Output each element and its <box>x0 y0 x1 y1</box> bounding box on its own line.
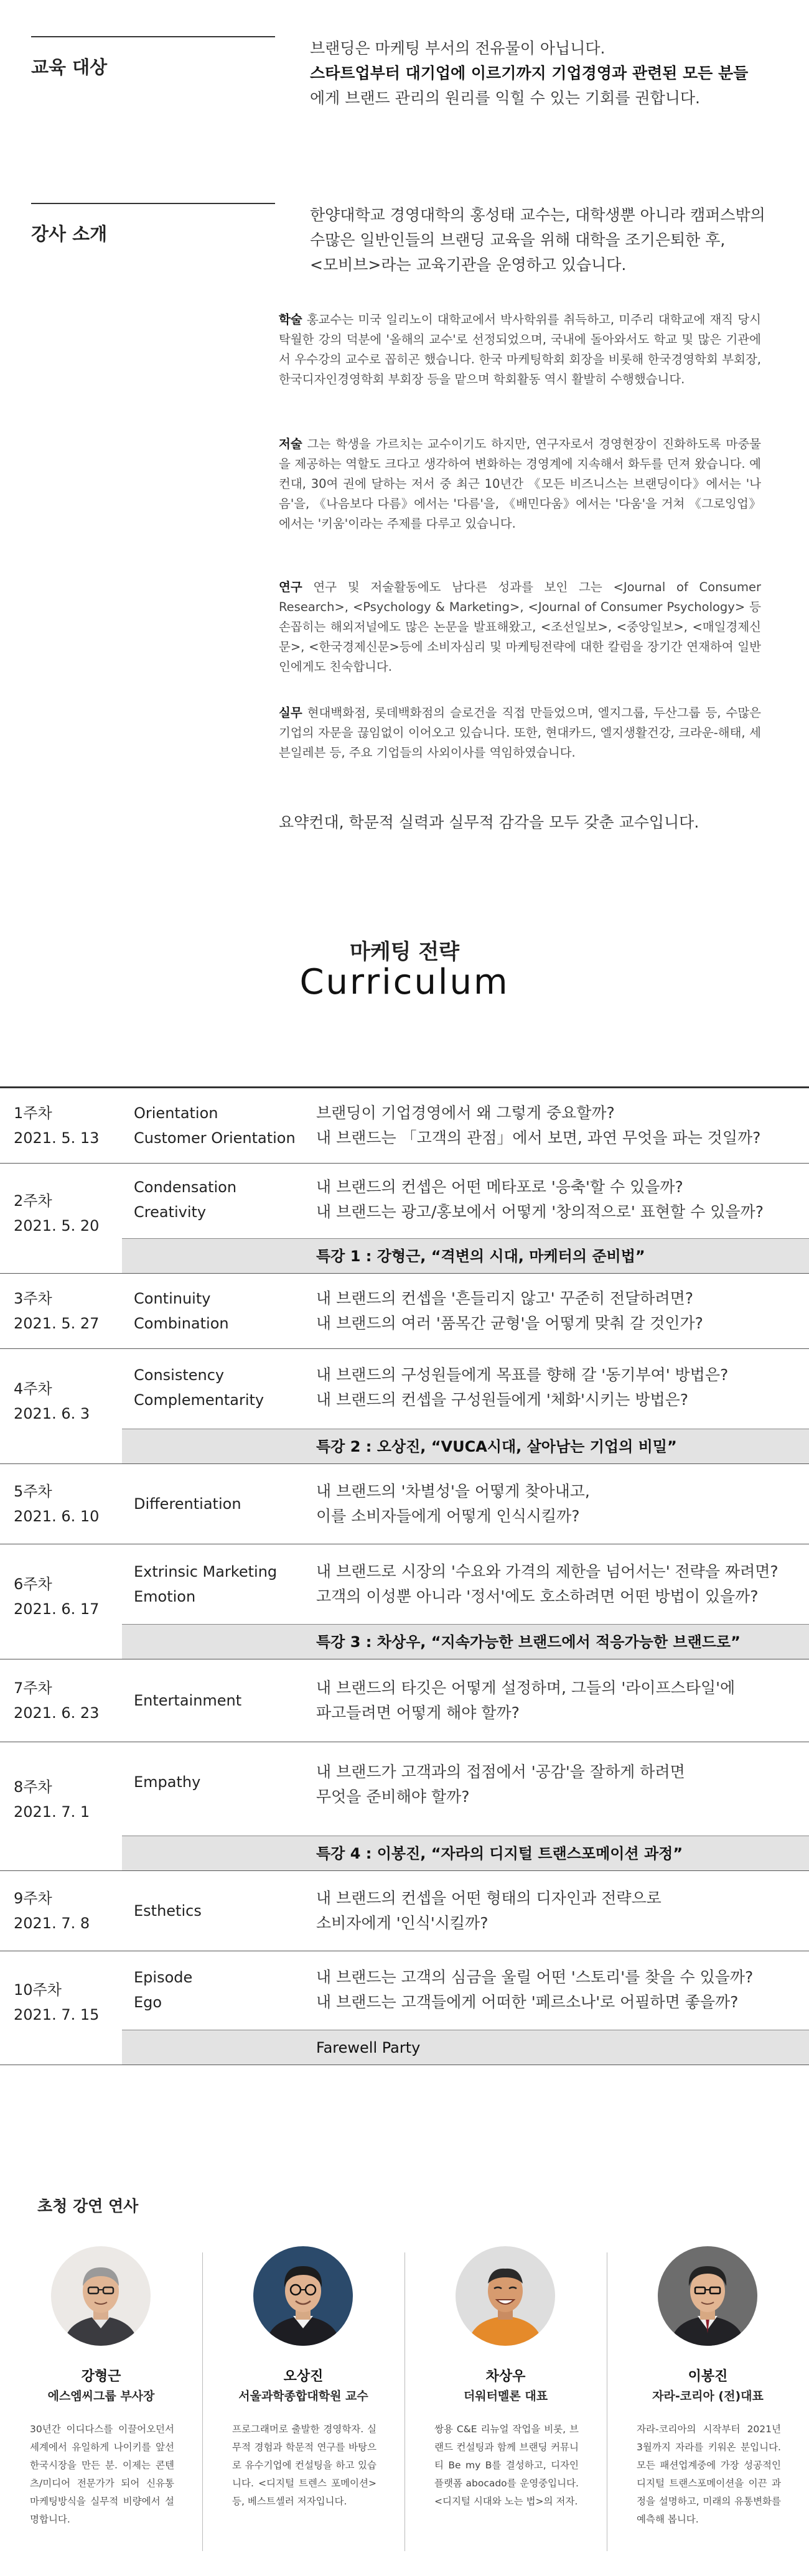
special-lecture-label: 특강 1 : 강형근, “격변의 시대, 마케터의 준비법” <box>316 1248 645 1265</box>
farewell-party <box>122 2030 809 2065</box>
week-topic: Episode <box>134 1969 193 1986</box>
week-topic: Complementarity <box>134 1391 264 1409</box>
week-number: 9주차 <box>14 1890 52 1907</box>
week-desc: 내 브랜드의 컨셉을 어떤 형태의 디자인과 전략으로 <box>316 1889 662 1907</box>
speaker-desc: 프로그래머로 출발한 경영학자. 실무적 경험과 학문적 연구를 바탕으로 유수기업에 컨설팅을 하고 있습니다. <디지털 트렌스 포메이션> 등, 베스트셀러 저자입니다. <box>232 2424 376 2507</box>
audience-line-2: 스타트업부터 대기업에 이르기까지 기업경영과 관련된 모든 분들 <box>310 64 749 82</box>
week-date: 2021. 5. 20 <box>14 1217 100 1234</box>
week-number: 7주차 <box>14 1679 52 1697</box>
week-number: 10주차 <box>14 1981 62 1999</box>
bio-text: 연구 및 저술활동에도 남다른 성과를 보인 그는 <Journal of Consumer Research>, <Psychology & Marketing>, <Journal of Consumer Psychology> 등 손꼽히는 해외저널에도 많은 논문을 발표해왔고, <조선일보>, <중앙일보>, <매일경제신문>, <한국경제신문>등에 소비자심리 및 마케팅전략에 대한 칼럼을 장기간 연재하여 일반인에게도 친숙합니다. <box>279 580 761 674</box>
bio-lead: 학술 <box>279 312 302 327</box>
special-lecture <box>122 1429 809 1463</box>
instructor-intro <box>310 203 783 278</box>
week-number: 4주차 <box>14 1380 52 1398</box>
week-topic: Esthetics <box>134 1902 202 1920</box>
week-desc: 내 브랜드의 여러 '품목간 균형'을 어떻게 맞춰 갈 것인가? <box>316 1314 703 1332</box>
week-row <box>0 1464 809 1544</box>
week-desc: 내 브랜드의 컨셉은 어떤 메타포로 '응축'할 수 있을까? <box>316 1178 683 1196</box>
special-lecture <box>122 1836 809 1870</box>
speaker-card <box>607 2246 809 2557</box>
speaker-name: 강형근 <box>81 2369 121 2384</box>
audience-line-3: 에게 브랜드 관리의 원리를 익힐 수 있는 기회를 권합니다. <box>310 89 700 107</box>
bio-writing <box>279 434 761 534</box>
week-date: 2021. 6. 3 <box>14 1405 90 1422</box>
avatar <box>658 2246 757 2346</box>
week-number: 2주차 <box>14 1192 52 1210</box>
speaker-desc: 자라-코리아의 시작부터 2021년 3월까지 자라를 키워온 분입니다. 모든 패션업계중에 가장 성공적인 디지털 트랜스포메이션을 이끈 과정을 설명하고, 미래의 유통변화를 예측해 봅니다. <box>637 2424 781 2525</box>
week-date: 2021. 7. 8 <box>14 1915 90 1932</box>
week-desc: 내 브랜드의 타깃은 어떻게 설정하며, 그들의 '라이프스타일'에 <box>316 1679 736 1697</box>
avatar <box>253 2246 353 2346</box>
week-date: 2021. 6. 23 <box>14 1704 100 1722</box>
week-topic: Continuity <box>134 1290 211 1307</box>
week-desc: 내 브랜드는 고객들에게 어떠한 '페르소나'로 어필하면 좋을까? <box>316 1993 739 2011</box>
week-desc: 고객의 이성뿐 아니라 '정서'에도 호소하려면 어떤 방법이 있을까? <box>316 1587 759 1605</box>
week-number: 8주차 <box>14 1778 52 1796</box>
week-topic: Differentiation <box>134 1495 241 1513</box>
week-topic: Empathy <box>134 1773 201 1791</box>
special-lecture <box>122 1238 809 1273</box>
week-number: 1주차 <box>14 1104 52 1122</box>
instructor-intro-2: 수많은 일반인들의 브랜딩 교육을 위해 대학을 조기은퇴한 후, <box>310 231 726 249</box>
bio-text: 현대백화점, 롯데백화점의 슬로건을 직접 만들었으며, 엘지그룹, 두산그룹 등, 수많은 기업의 자문을 끊임없이 이어오고 있습니다. 또한, 현대카드, 엘지생활건강, 크라운-해태, 세븐일레븐 등, 주요 기업들의 사외이사를 역임하였습니다. <box>279 706 761 760</box>
bio-text: 홍교수는 미국 일리노이 대학교에서 박사학위를 취득하고, 미주리 대학교에 재직 당시 탁월한 강의 덕분에 '올해의 교수'로 선정되었으며, 국내에 돌아와서도 학교 및 많은 기관에서 우수강의 교수로 꼽히곤 했습니다. 한국 마케팅학회 회장을 비롯해 한국경영학회 부회장, 한국디자인경영학회 부회장 등을 맡으며 학회활동 역시 활발히 수행했습니다. <box>279 312 761 386</box>
week-desc: 내 브랜드로 시장의 '수요와 가격의 제한을 넘어서는' 전략을 짜려면? <box>316 1562 779 1580</box>
week-topic: Entertainment <box>134 1692 242 1709</box>
week-topic: Ego <box>134 1994 162 2011</box>
speaker-role: 더워터멜론 대표 <box>463 2389 548 2403</box>
week-row <box>0 1871 809 1951</box>
week-desc: 파고들려면 어떻게 해야 할까? <box>316 1704 520 1722</box>
week-topic: Consistency <box>134 1366 225 1384</box>
audience-label: 교육 대상 <box>31 57 108 78</box>
week-date: 2021. 7. 1 <box>14 1803 90 1821</box>
bio-lead: 실무 <box>279 706 302 720</box>
speaker-desc: 30년간 이디다스를 이끌어오던서 세계에서 유일하게 나이키를 앞선 한국시장을 만든 분. 이제는 콘텐츠/미디어 전문가가 되어 신유통 마케팅방식을 실무적 비량에서 설명합니다. <box>30 2424 174 2525</box>
farewell-label: Farewell Party <box>316 2039 421 2056</box>
speaker-card <box>0 2246 202 2557</box>
curriculum-subtitle: 마케팅 전략 <box>349 940 460 964</box>
week-number: 5주차 <box>14 1483 52 1500</box>
bio-text: 그는 학생을 가르치는 교수이기도 하지만, 연구자로서 경영현장이 진화하도록 마중물을 제공하는 역할도 크다고 생각하여 변화하는 경영계에 지속해서 화두를 던져 왔습니다. 예컨대, 30여 권에 달하는 저서 중 최근 10년간 《모든 비즈니스는 브랜딩이다》에서는 '나음'을, 《나음보다 다름》에서는 '다름'을, 《배민다움》에서는 '다움'을 거쳐 《그로잉업》에서는 '키움'이라는 주제를 다루고 있습니다. <box>279 437 761 531</box>
week-desc: 내 브랜드의 컨셉을 구성원들에게 '체화'시키는 방법은? <box>316 1391 689 1409</box>
week-topic: Orientation <box>134 1104 218 1122</box>
week-desc: 내 브랜드가 고객과의 접점에서 '공감'을 잘하게 하려면 <box>316 1763 685 1781</box>
instructor-label: 강사 소개 <box>31 223 108 245</box>
audience-section <box>31 36 778 136</box>
speaker-name: 오상진 <box>283 2369 324 2384</box>
instructor-summary: 요약컨대, 학문적 실력과 실무적 감각을 모두 갖춘 교수입니다. <box>279 813 699 831</box>
bio-practice <box>279 703 761 763</box>
week-desc: 내 브랜드의 '차별성'을 어떻게 찾아내고, <box>316 1482 590 1500</box>
week-desc: 브랜딩이 기업경영에서 왜 그렇게 중요할까? <box>316 1104 615 1122</box>
speaker-role: 에스엠씨그룹 부사장 <box>47 2389 155 2403</box>
week-desc: 이를 소비자들에게 어떻게 인식시킬까? <box>316 1507 580 1525</box>
week-row <box>0 1544 809 1659</box>
bio-lead: 연구 <box>279 580 302 594</box>
speakers-row <box>0 2246 809 2557</box>
week-row <box>0 1164 809 1274</box>
curriculum-table <box>0 1086 809 2065</box>
week-desc: 내 브랜드의 컨셉을 '흔들리지 않고' 꾸준히 전달하려면? <box>316 1289 693 1307</box>
week-desc: 무엇을 준비해야 할까? <box>316 1788 470 1806</box>
special-lecture-label: 특강 4 : 이봉진, “자라의 디지털 트랜스포메이션 과정” <box>316 1845 683 1862</box>
week-date: 2021. 6. 17 <box>14 1600 100 1618</box>
week-desc: 내 브랜드의 구성원들에게 목표를 향해 갈 '동기부여' 방법은? <box>316 1366 729 1384</box>
speaker-role: 서울과학종합대학원 교수 <box>238 2389 368 2403</box>
week-row <box>0 1349 809 1464</box>
week-row <box>0 1659 809 1742</box>
special-lecture-label: 특강 3 : 차상우, “지속가능한 브랜드에서 적응가능한 브랜드로” <box>316 1633 741 1651</box>
week-number: 3주차 <box>14 1290 52 1307</box>
instructor-intro-3: <모비브>라는 교육기관을 운영하고 있습니다. <box>310 256 627 274</box>
week-number: 6주차 <box>14 1575 52 1593</box>
week-row <box>0 1742 809 1871</box>
speaker-card <box>404 2246 607 2557</box>
week-topic: Customer Orientation <box>134 1129 296 1147</box>
instructor-intro-1: 한양대학교 경영대학의 홍성태 교수는, 대학생뿐 아니라 캠퍼스밖의 <box>310 206 765 224</box>
week-date: 2021. 6. 10 <box>14 1508 100 1525</box>
special-lecture <box>122 1624 809 1659</box>
avatar <box>51 2246 151 2346</box>
week-desc: 내 브랜드는 고객의 심금을 울릴 어떤 '스토리'를 찾을 수 있을까? <box>316 1968 754 1986</box>
speaker-name: 이봉진 <box>688 2369 728 2384</box>
speakers-title: 초청 강연 연사 <box>37 2197 139 2215</box>
avatar <box>456 2246 555 2346</box>
week-topic: Combination <box>134 1315 229 1332</box>
audience-line-1: 브랜딩은 마케팅 부서의 전유물이 아닙니다. <box>310 39 606 57</box>
bio-research <box>279 577 761 677</box>
week-topic: Creativity <box>134 1203 207 1221</box>
speaker-desc: 쌍용 C&E 리뉴얼 작업을 비롯, 브랜드 컨설팅과 함께 브랜딩 커뮤니티 Be my B를 결성하고, 디자인 플랫폼 abocado를 운영중입니다. <디지털 시대와 노는 법>의 저자. <box>434 2424 579 2507</box>
week-desc: 내 브랜드는 「고객의 관점」에서 보면, 과연 무엇을 파는 것일까? <box>316 1129 761 1147</box>
speaker-card <box>202 2246 404 2557</box>
week-desc: 소비자에게 '인식'시킬까? <box>316 1914 489 1932</box>
week-date: 2021. 5. 27 <box>14 1315 100 1332</box>
special-lecture-label: 특강 2 : 오상진, “VUCA시대, 살아남는 기업의 비밀” <box>316 1438 677 1455</box>
week-date: 2021. 5. 13 <box>14 1129 100 1147</box>
instructor-section <box>31 203 778 290</box>
week-desc: 내 브랜드는 광고/홍보에서 어떻게 '창의적으로' 표현할 수 있을까? <box>316 1203 764 1221</box>
week-topic: Condensation <box>134 1178 237 1196</box>
week-row <box>0 1274 809 1349</box>
speaker-name: 차상우 <box>485 2369 526 2384</box>
week-row <box>0 1088 809 1164</box>
curriculum-title: Curriculum <box>299 962 510 1002</box>
speaker-role: 자라-코리아 (전)대표 <box>652 2389 764 2403</box>
bio-academic <box>279 310 761 390</box>
audience-body <box>310 36 783 111</box>
bio-lead: 저술 <box>279 437 302 451</box>
week-topic: Extrinsic Marketing <box>134 1563 278 1580</box>
week-row <box>0 1951 809 2065</box>
week-date: 2021. 7. 15 <box>14 2006 100 2023</box>
week-topic: Emotion <box>134 1588 196 1605</box>
